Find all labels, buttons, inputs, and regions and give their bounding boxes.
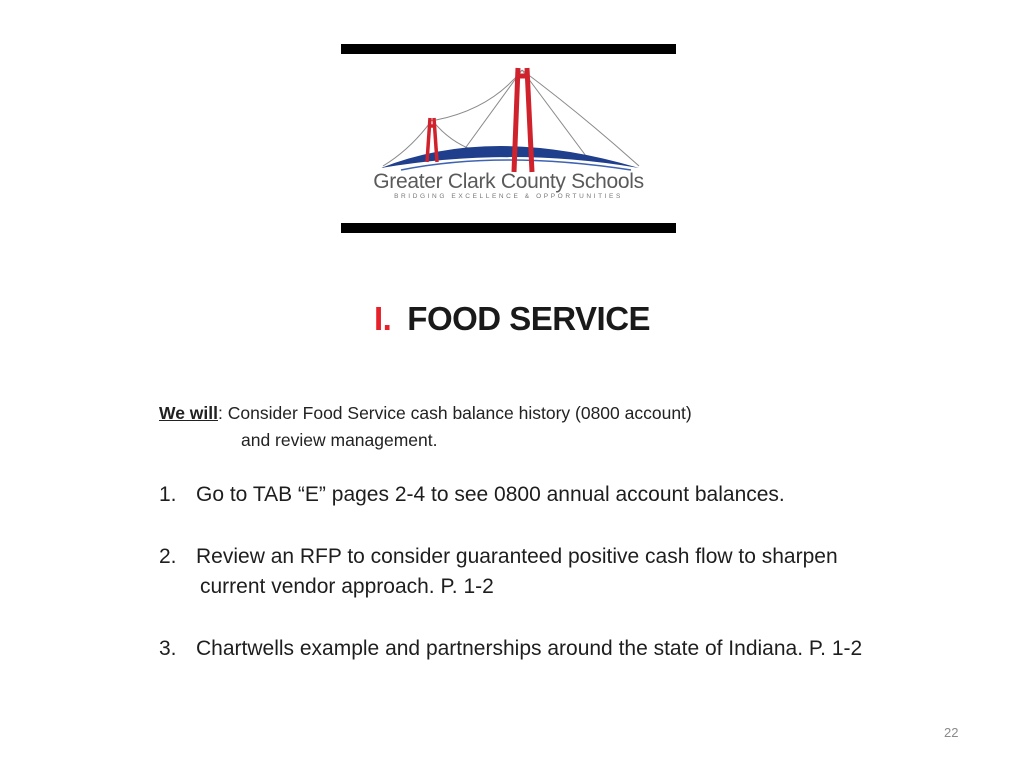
item-text: Review an RFP to consider guaranteed positive cash flow to sharpen [196, 545, 838, 568]
intro-lead: We will [159, 403, 218, 423]
logo-tagline: BRIDGING EXCELLENCE & OPPORTUNITIES [394, 193, 623, 200]
title-text: FOOD SERVICE [407, 300, 651, 337]
intro-sep: : [218, 403, 223, 423]
item-continuation: current vendor approach. P. 1-2 [200, 575, 494, 598]
list-item [159, 480, 785, 510]
intro-block [159, 400, 692, 454]
logo-bottom-bar [341, 223, 676, 233]
item-text: Go to TAB “E” pages 2-4 to see 0800 annual account balances. [196, 483, 785, 506]
section-numeral: I. [373, 300, 392, 337]
slide-title [0, 300, 1024, 338]
item-number: 1. [159, 483, 177, 506]
item-text: Chartwells example and partnerships around the state of Indiana. P. 1-2 [196, 637, 863, 660]
intro-line1: Consider Food Service cash balance history (0800 account) [227, 403, 692, 423]
page-number: 22 [944, 725, 959, 740]
item-number: 2. [159, 545, 177, 568]
list-item [159, 634, 862, 664]
intro-line2: and review management. [241, 430, 438, 450]
logo [341, 44, 676, 233]
list-item [159, 542, 838, 602]
logo-top-bar [341, 44, 676, 54]
item-number: 3. [159, 637, 177, 660]
logo-name: Greater Clark County Schools [373, 170, 644, 193]
